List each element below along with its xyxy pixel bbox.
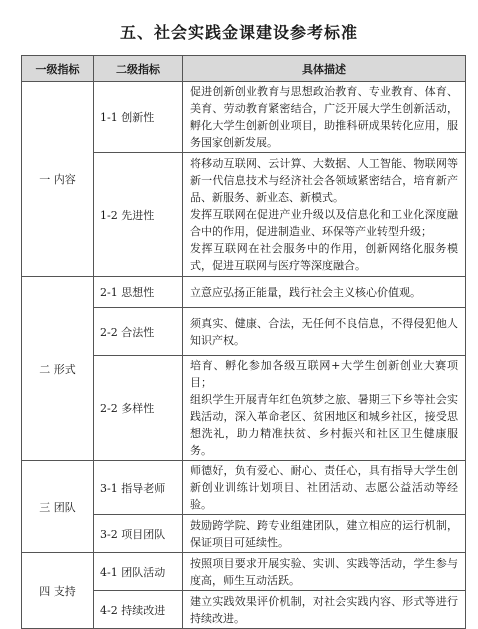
- level2-cell: 3-2 项目团队: [94, 515, 183, 553]
- description-text: 培育、孵化参加各级互联网+大学生创新创业大赛项目；: [190, 359, 458, 389]
- table-row: [22, 82, 466, 153]
- table-row: [22, 461, 466, 515]
- description-text: 组织学生开展青年红色筑梦之旅、暑期三下乡等社会实践活动，深入革命老区、贫困地区和城乡社区，接受思想洗礼，助力精准扶贫、乡村振兴和社区卫生健康服务。: [190, 393, 458, 457]
- level2-cell: 1-1 创新性: [94, 82, 183, 153]
- level1-cell: 一 内容: [22, 82, 94, 277]
- description-text: 发挥互联网在社会服务中的作用，创新网络化服务模式，促进互联网与医疗等深度融合。: [190, 242, 458, 272]
- description-cell: [183, 82, 466, 153]
- level2-cell: 4-2 持续改进: [94, 591, 183, 629]
- level2-cell: 3-1 指导老师: [94, 461, 183, 515]
- description-cell: [183, 277, 466, 308]
- description-text: 须真实、健康、合法，无任何不良信息，不得侵犯他人知识产权。: [190, 316, 458, 347]
- description-cell: [183, 553, 466, 591]
- table-header-row: [22, 56, 466, 82]
- header-level2: 二级指标: [94, 56, 183, 82]
- description-cell: [183, 461, 466, 515]
- header-description: 具体描述: [183, 56, 466, 82]
- level1-cell: 二 形式: [22, 277, 94, 461]
- table-row: [22, 553, 466, 591]
- description-text: 建立实践效果评价机制，对社会实践内容、形式等进行持续改进。: [190, 594, 458, 625]
- description-cell: [183, 515, 466, 553]
- description-text: 师德好，负有爱心、耐心、责任心，具有指导大学生创新创业训练计划项目、社团活动、志愿公益活动等经验。: [190, 464, 458, 511]
- description-cell: [183, 308, 466, 356]
- level2-cell: 2-1 思想性: [94, 277, 183, 308]
- level2-cell: 4-1 团队活动: [94, 553, 183, 591]
- table-row: [22, 277, 466, 308]
- level1-cell: 三 团队: [22, 461, 94, 553]
- description-cell: [183, 356, 466, 461]
- level2-cell: 2-2 合法性: [94, 308, 183, 356]
- description-cell: [183, 591, 466, 629]
- header-level1: 一级指标: [22, 56, 94, 82]
- description-text: 发挥互联网在促进产业升级以及信息化和工业化深度融合中的作用，促进制造业、环保等产业转型升级；: [190, 208, 458, 238]
- level2-cell: 2-2 多样性: [94, 356, 183, 461]
- description-text: 鼓励跨学院、跨专业组建团队，建立相应的运行机制，保证项目可延续性。: [190, 518, 458, 549]
- description-text: 将移动互联网、云计算、大数据、人工智能、物联网等新一代信息技术与经济社会各领域紧密结合，培育新产品、新服务、新业态、新模式。: [190, 157, 458, 204]
- description-text: 按照项目要求开展实验、实训、实践等活动，学生参与度高，师生互动活跃。: [190, 556, 458, 587]
- level1-cell: 四 支持: [22, 553, 94, 629]
- description-cell: [183, 153, 466, 277]
- standards-table: [21, 55, 466, 629]
- page-title: 五、社会实践金课建设参考标准: [119, 23, 358, 42]
- description-text: 立意应弘扬正能量，践行社会主义核心价值观。: [190, 285, 421, 299]
- level2-cell: 1-2 先进性: [94, 153, 183, 277]
- description-text: 促进创新创业教育与思想政治教育、专业教育、体育、美育、劳动教育紧密结合，广泛开展大学生创新活动，孵化大学生创新创业项目，助推科研成果转化应用，服务国家创新发展。: [190, 85, 458, 149]
